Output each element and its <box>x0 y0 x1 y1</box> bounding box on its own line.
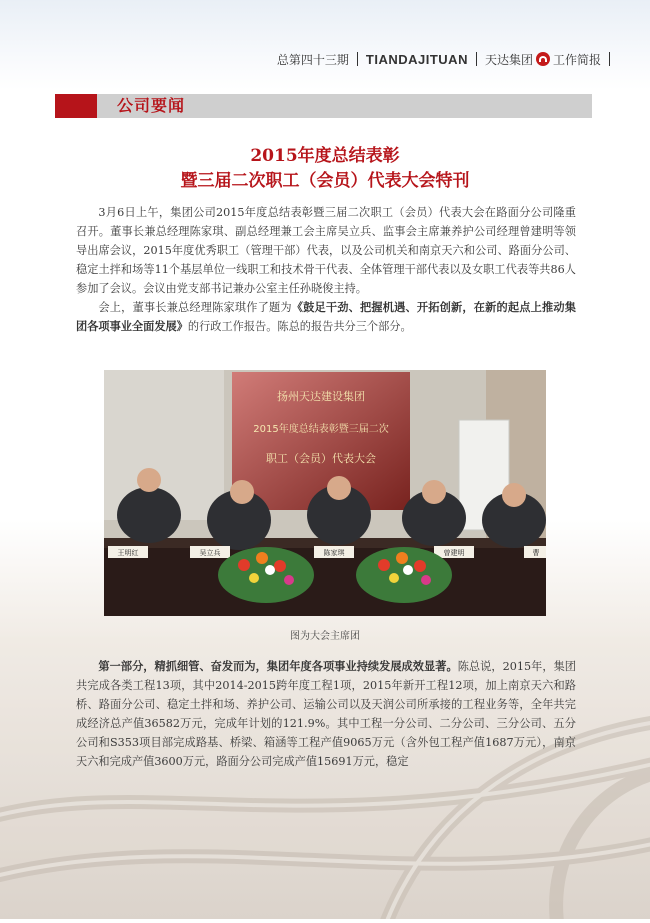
company-logo-icon <box>536 52 550 66</box>
article-title-line2: 暨三届二次职工（会员）代表大会特刊 <box>180 171 470 191</box>
header-divider <box>476 52 477 66</box>
brand-chinese: 天达集团 <box>484 52 533 67</box>
nameplate-4: 曾建明 <box>443 549 465 557</box>
paragraph-3-text: 陈总说，2015年，集团共完成各类工程13项，其中2014-2015跨年度工程1项，2015年新开工程12项，加上南京天六和路桥、路面分公司、稳定土拌和场、养护公司、运输公司以及天润公司所承接的工程业务等，全年共完成经济总产值36582万元，完成年计划的121.9%。其中工程一分公司、二分公司、三分公司、五分公司和S353项目部完成路基、桥梁、箱涵等工程产值9065万元（含外包工程产值1687万元），南京天六和完成产值3600万元，路面分公司完成产值15691万元，稳定 <box>76 660 576 768</box>
paragraph-2-text-end: 的行政工作报告。陈总的报告共分三个部分。 <box>187 320 412 333</box>
header-divider <box>609 52 610 66</box>
photo-caption: 图为大会主席团 <box>290 631 360 642</box>
header-divider <box>357 52 358 66</box>
page-header <box>277 48 618 70</box>
report-title: 《鼓足干劲、把握机遇、开拓创新，在新的起点上推动集团各项事业全面发展》 <box>76 300 576 333</box>
section-bar <box>55 94 592 118</box>
section-accent-block <box>55 94 97 118</box>
section-label: 公司要闻 <box>117 96 186 115</box>
nameplate-5: 曹 <box>532 549 540 557</box>
paragraph-3 <box>76 657 576 771</box>
banner-line-1: 扬州天达建设集团 <box>277 390 365 403</box>
publication-name: 工作简报 <box>552 52 601 67</box>
nameplate-2: 吴立兵 <box>199 549 221 557</box>
part-one-heading: 第一部分，精抓细管、奋发而为，集团年度各项事业持续发展成效显著。 <box>98 659 458 673</box>
meeting-photo-illustration <box>104 370 546 616</box>
paragraph-2-text: 会上，董事长兼总经理陈家琪作了题为 <box>98 301 292 314</box>
top-background <box>0 0 650 90</box>
nameplate-3: 陈家琪 <box>323 549 345 557</box>
issue-number: 总第四十三期 <box>276 52 349 67</box>
banner-line-3: 职工（会员）代表大会 <box>266 452 376 465</box>
article-intro <box>76 203 576 336</box>
article-title-line1: 2015年度总结表彰 <box>250 146 400 166</box>
article-part-one <box>76 657 576 771</box>
brand-english: TIANDAJITUAN <box>365 51 468 67</box>
flower-arrangement-right <box>356 547 452 603</box>
meeting-photo <box>104 370 546 616</box>
paragraph-1: 3月6日上午，集团公司2015年度总结表彰暨三届二次职工（会员）代表大会在路面分公司隆重召开。董事长兼总经理陈家琪、副总经理兼工会主席吴立兵、监事会主席兼养护公司经理曾建明等领导出席会议，2015年度优秀职工（管理干部）代表，以及公司机关和南京天六和公司、路面分公司、稳定土拌和场等11个基层单位一线职工和技术骨干代表、全体管理干部代表以及女职工代表等共86人参加了会议。会议由党支部书记兼办公室主任孙晓俊主持。 <box>76 206 576 295</box>
nameplate-1: 王明红 <box>117 549 139 557</box>
paragraph-2 <box>76 298 576 336</box>
banner-line-2: 2015年度总结表彰暨三届二次 <box>253 424 389 435</box>
flower-arrangement-left <box>218 547 314 603</box>
